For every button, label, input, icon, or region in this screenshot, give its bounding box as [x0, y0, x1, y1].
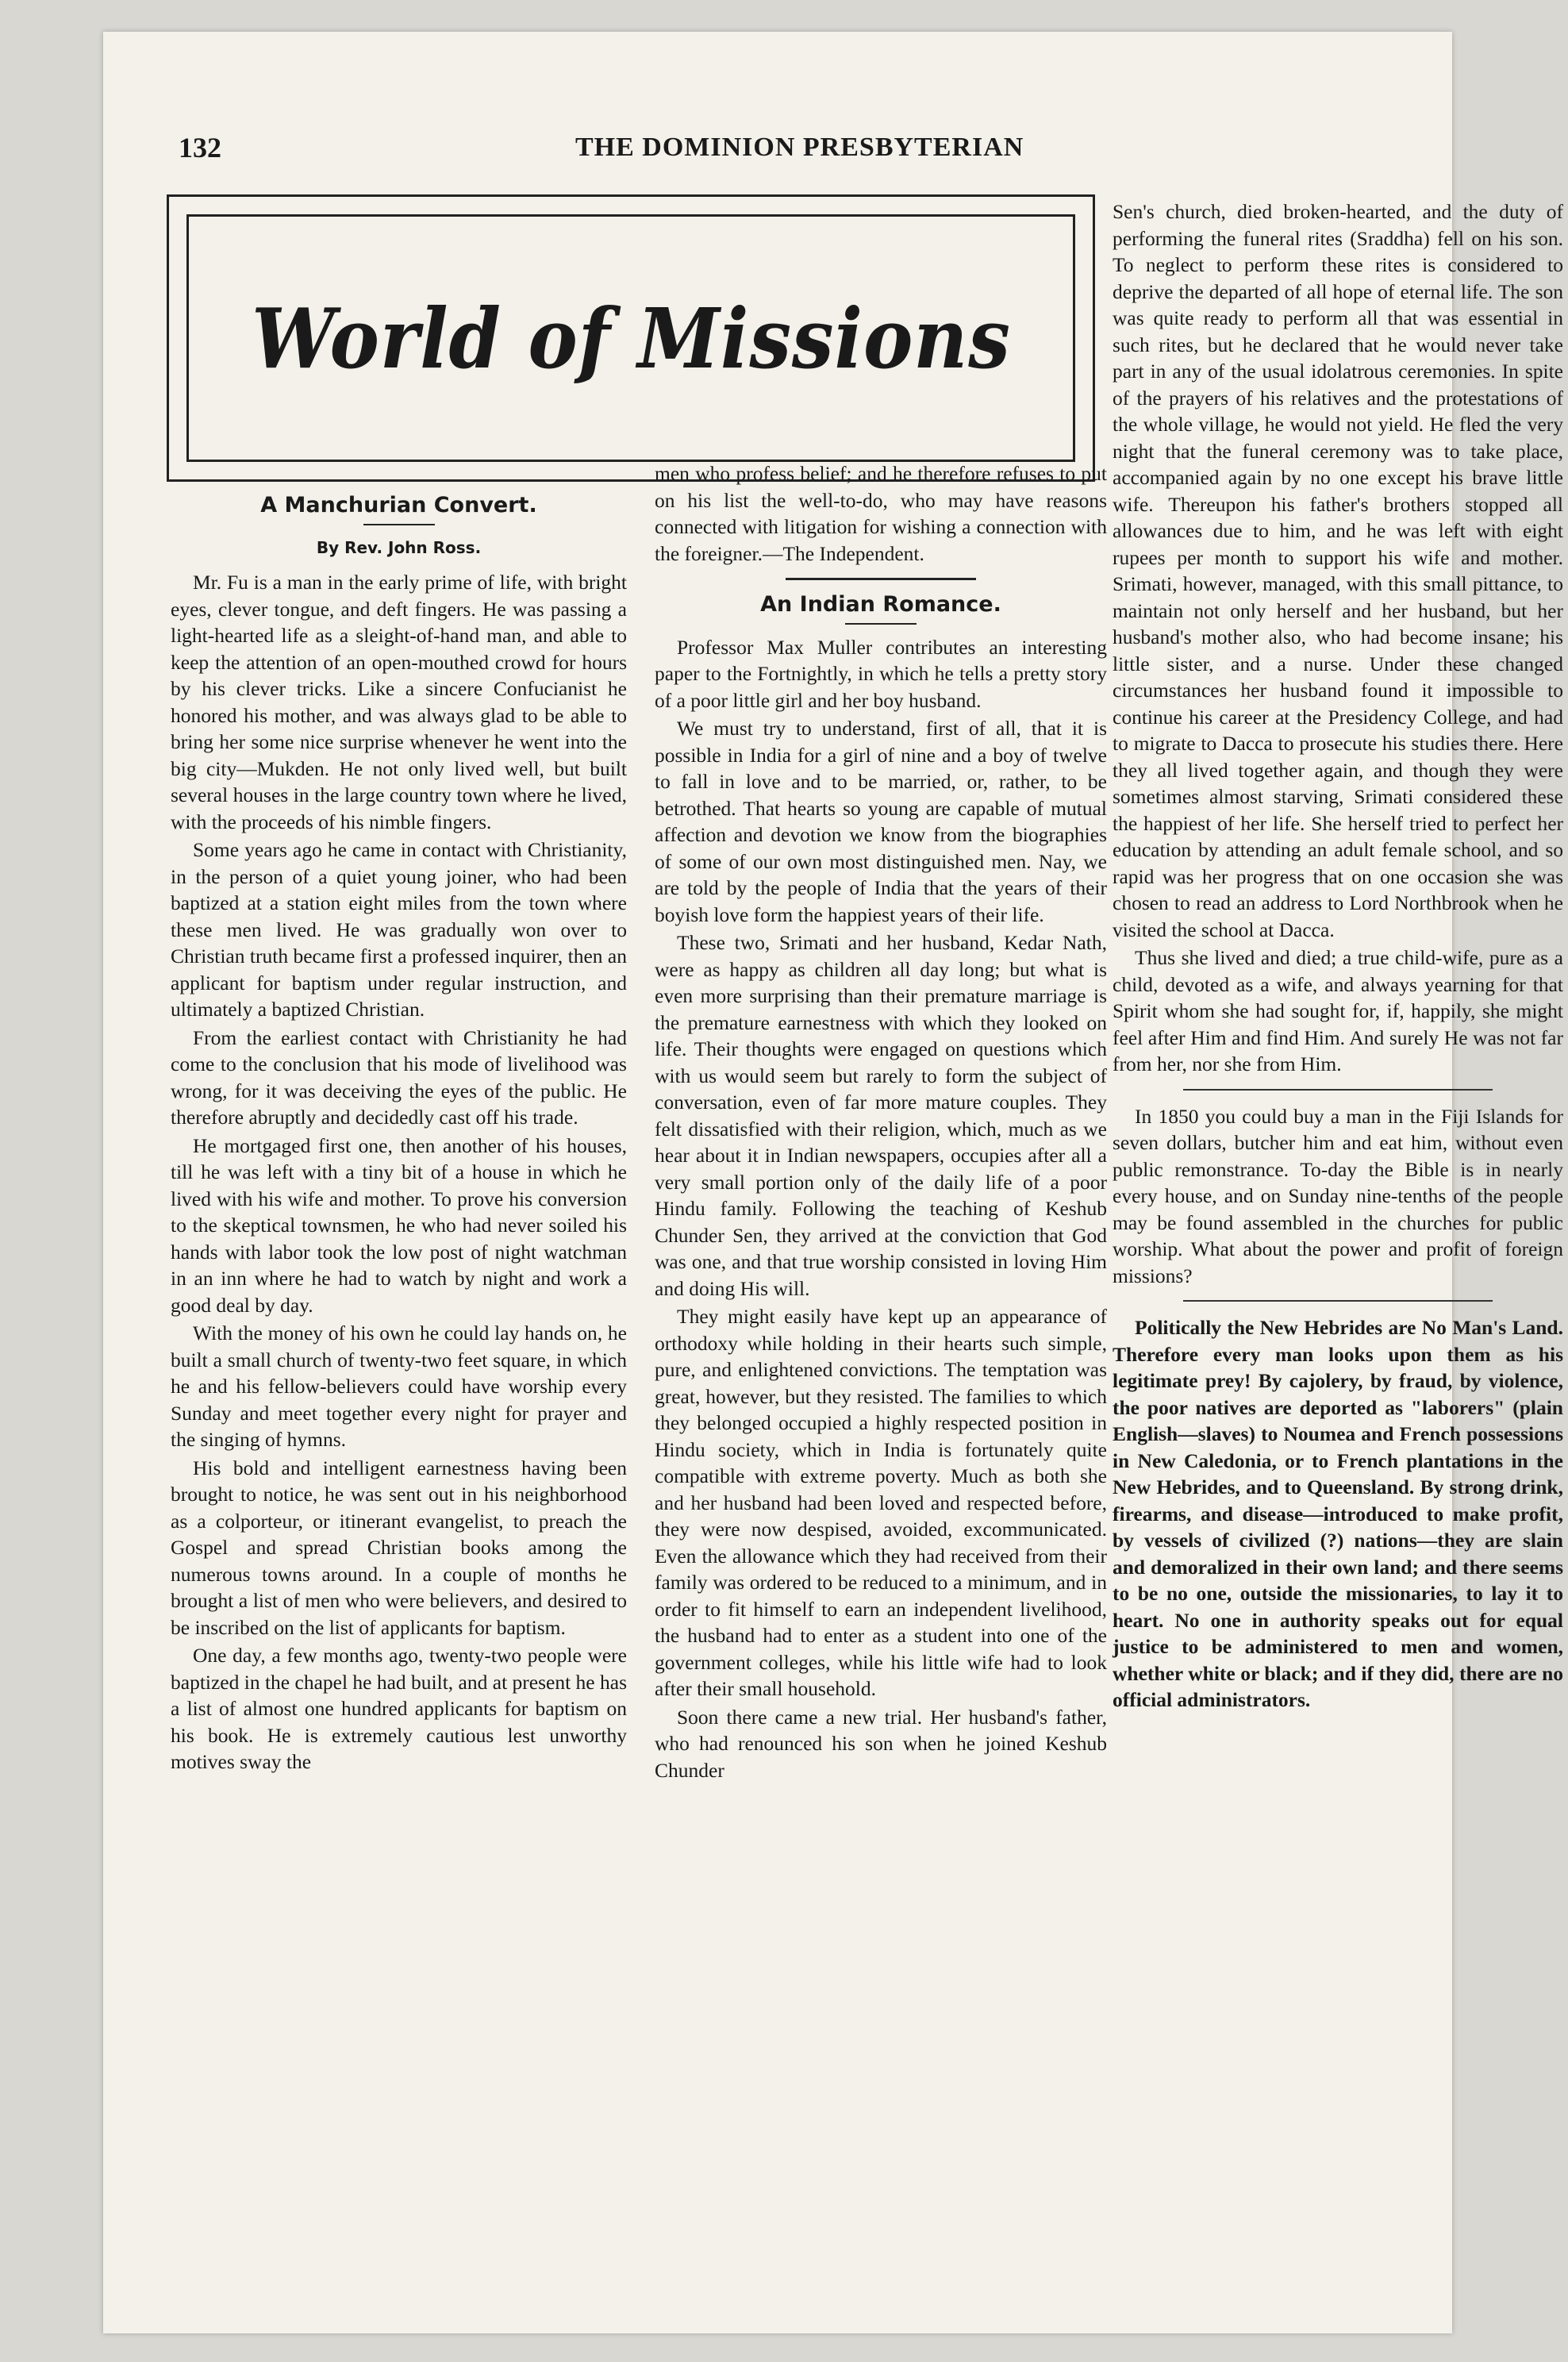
page-number: 132: [179, 132, 221, 163]
paragraph-continued: men who profess belief; and he therefore refuses to put on his list the well-to-do, who may have reasons connected with litigation for wishing a connection with the foreigner.—The Independent.: [655, 462, 1107, 565]
column-2: [655, 460, 1107, 1785]
paragraph: Some years ago he came in contact with Christianity, in the person of a quiet young joiner, who had been baptized at a station eight miles from the town where these men lived. He was gradually won over to Christian truth became first a professed inquirer, then an applicant for baptism under regular instruction, and ultimately a baptized Christian.: [171, 838, 627, 1021]
column-3: [1113, 198, 1563, 1715]
paragraph: Thus she lived and died; a true child-wife, pure as a child, devoted as a wife, and always yearning for that Spirit whom she had sought for, if, happily, she might feel after Him and find Him. And surely He was not far from her, nor she from Him.: [1113, 946, 1563, 1075]
column-1: [171, 492, 627, 1777]
paragraph: We must try to understand, first of all, that it is possible in India for a girl of nine and a boy of twelve to fall in love and to be married, or, rather, to be betrothed. That hearts so young are capable of mutual affection and devotion we know from the biographies of some of our own most distinguished men. Nay, we are told by the people of India that the years of their boyish love form the happiest years of their life.: [655, 717, 1107, 926]
running-title: THE DOMINION PRESBYTERIAN: [575, 133, 1024, 162]
page-header: [179, 131, 1115, 171]
paragraph: With the money of his own he could lay hands on, he built a small church of twenty-two feet square, in which he and his fellow-believers could have worship every Sunday and meet together every night for prayer and the singing of hymns.: [171, 1321, 627, 1451]
article-divider: [786, 578, 976, 580]
article-divider: [1183, 1089, 1493, 1091]
paragraph: Professor Max Muller contributes an interesting paper to the Fortnightly, in which he tells a pretty story of a poor little girl and her boy husband.: [655, 635, 1107, 712]
title-rule: [363, 524, 435, 525]
paragraph: He mortgaged first one, then another of his houses, till he was left with a tiny bit of a house in which he lived with his wife and mother. To prove his conversion to the skeptical townsmen, he who had never soiled his hands with labor took the low post of night watchman in an inn where he had to watch by night and work a good deal by day.: [171, 1133, 627, 1317]
article-title-indian-romance: An Indian Romance.: [760, 592, 1001, 617]
article-divider: [1183, 1300, 1493, 1302]
paragraph: These two, Srimati and her husband, Kedar Nath, were as happy as children all day long; but what is even more surprising than their premature marriage is the premature earnestness with which they looked on life. Their thoughts were engaged on questions which with us would seem but rarely to form the subject of conversation, even of far more mature couples. They felt dissatisfied with their religion, which, much as we hear about it in Indian newspapers, occupies after all a very small portion only of the daily life of a poor Hindu family. Following the teaching of Keshub Chunder Sen, they arrived at the conviction that God was one, and that true worship consisted in loving Him and doing His will.: [655, 931, 1107, 1300]
section-banner: [167, 194, 1095, 482]
paragraph-fiji-note: In 1850 you could buy a man in the Fiji Islands for seven dollars, butcher him and eat him, without even public remonstrance. To-day the Bible is in nearly every house, and on Sunday nine-tenths of the people may be found assembled in the churches for public worship. What about the power and profit of foreign missions?: [1113, 1104, 1563, 1287]
article-title-manchurian: A Manchurian Convert.: [260, 493, 537, 517]
paragraph: From the earliest contact with Christianity he had come to the conclusion that his mode of livelihood was wrong, for it was deceiving the eyes of the public. He therefore abruptly and decidedly cast off his trade.: [171, 1025, 627, 1129]
paragraph: His bold and intelligent earnestness having been brought to notice, he was sent out in his neighborhood as a colporteur, or itinerant evangelist, to preach the Gospel and spread Christian books among the numerous towns around. In a couple of months he brought a list of men who were believers, and desired to be inscribed on the list of applicants for baptism.: [171, 1456, 627, 1639]
paragraph: Mr. Fu is a man in the early prime of life, with bright eyes, clever tongue, and deft fingers. He was passing a light-hearted life as a sleight-of-hand man, and able to keep the attention of an open-mouthed crowd for hours by his clever tricks. Like a sincere Confucianist he honored his mother, and was always glad to be able to bring her some nice surprise whenever he went into the big city—Mukden. He not only lived well, but built several houses in the large country town where he lived, with the proceeds of his nimble fingers.: [171, 571, 627, 833]
newspaper-page: [103, 32, 1563, 2333]
title-rule: [845, 623, 917, 625]
paragraph-new-hebrides-note: Politically the New Hebrides are No Man's Land. Therefore every man looks upon them as his legitimate prey! By cajolery, by fraud, by violence, the poor natives are deported as "laborers" (plain English—slaves) to Noumea and French possessions in New Caledonia, or to French plantations in the New Hebrides, and to Queensland. By strong drink, firearms, and disease—introduced to make profit, by vessels of civilized (?) nations—they are slain and demoralized in their own land; and there seems to be no one, outside the missionaries, to lay it to heart. No one in authority speaks out for equal justice to be administered to men and women, whether white or black; and if they did, there are no official administrators.: [1113, 1316, 1563, 1711]
section-title: World of Missions: [251, 289, 1011, 387]
section-banner-inner: [186, 214, 1075, 462]
paragraph: One day, a few months ago, twenty-two people were baptized in the chapel he had built, and at present he has a list of almost one hundred applicants for baptism on his book. He is extremely cautious lest unworthy motives sway the: [171, 1644, 627, 1773]
paragraph: They might easily have kept up an appearance of orthodoxy while holding in their hearts such simple, pure, and enlightened convictions. The temptation was great, however, but they resisted. The families to which they belonged occupied a highly respected position in Hindu society, which in India is fortunately quite compatible with extreme poverty. Much as both she and her husband had been loved and respected before, they were now despised, avoided, excommunicated. Even the allowance which they had received from their family was ordered to be reduced to a minimum, and in order to fit himself to earn an independent livelihood, the husband had to enter as a student into one of the government colleges, while his little wife had to look after their small household.: [655, 1305, 1107, 1700]
article-byline: By Rev. John Ross.: [316, 537, 482, 557]
paragraph: Soon there came a new trial. Her husband's father, who had renounced his son when he joined Keshub Chunder: [655, 1705, 1107, 1782]
paragraph-continued: Sen's church, died broken-hearted, and the duty of performing the funeral rites (Sraddha) fell on his son. To neglect to perform these rites is considered to deprive the departed of all hope of eternal life. The son was quite ready to perform all that was essential in such rites, but he declared that he would never take part in any of the usual idolatrous ceremonies. In spite of the prayers of his relatives and the protestations of the whole village, he would not yield. He fled the very night that the funeral ceremony was to take place, accompanied again by no one except his brave little wife. Thereupon his father's brothers stopped all allowances due to him, and he was left with eight rupees per month to support his wife and mother. Srimati, however, managed, with this small pittance, to maintain not only herself and her husband, but her husband's mother also, who had become insane; his little sister, and a nurse. Under these changed circumstances her husband found it impossible to continue his career at the Presidency College, and had to migrate to Dacca to prosecute his studies there. Here they all lived together again, and though they were sometimes almost starving, Srimati considered these the happiest of her life. She herself tried to perfect her education by attending an adult female school, and so rapid was her progress that on one occasion she was chosen to read an address to Lord Northbrook when he visited the school at Dacca.: [1113, 200, 1563, 941]
